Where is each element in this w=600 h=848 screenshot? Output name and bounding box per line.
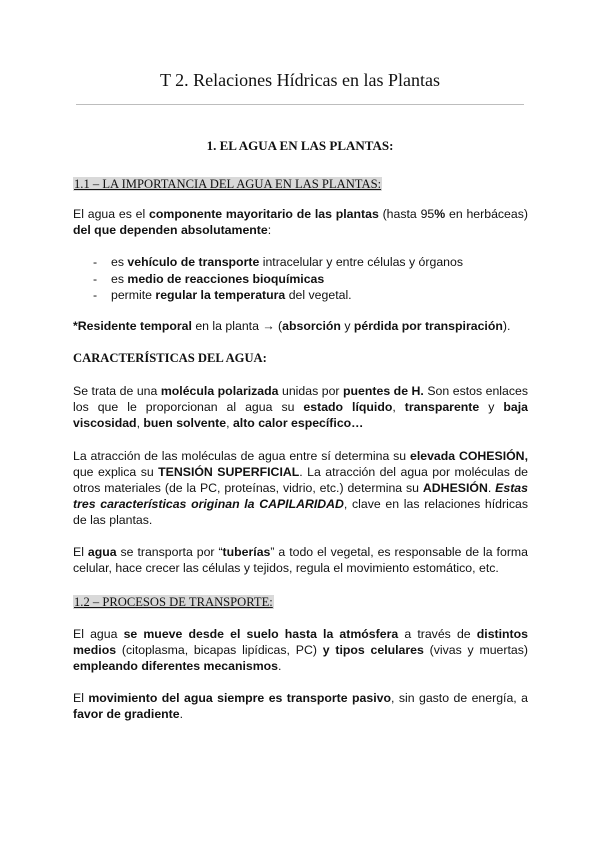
water-roles-list <box>93 254 523 304</box>
characteristics-heading: CARACTERÍSTICAS DEL AGUA: <box>73 351 267 365</box>
paragraph-resident: *Residente temporal en la planta → (absorción y pérdida por transpiración). <box>73 319 511 333</box>
paragraph-importance: El agua es el componente mayoritario de las plantas (hasta 95% en herbáceas) del que dependen absolutamente: <box>73 207 528 237</box>
page-title: T 2. Relaciones Hídricas en las Plantas <box>159 70 441 90</box>
paragraph-cohesion: La atracción de las moléculas de agua entre sí determina su elevada COHESIÓN, que explica su TENSIÓN SUPERFICIAL. La atracción del agua por moléculas de otros materiales (de la PC, proteínas, vidrio, etc.) determina su ADHESIÓN. Estas tres características originan la CAPILARIDAD, clave en las relaciones hídricas de las plantas. <box>73 449 529 527</box>
paragraph-passive-transport: El movimiento del agua siempre es transporte pasivo, sin gasto de energía, a favor de gradiente. <box>73 691 528 721</box>
section-heading: 1. EL AGUA EN LAS PLANTAS: <box>206 138 394 153</box>
list-item: - es vehículo de transporte intracelular y entre células y órganos <box>93 254 523 271</box>
list-item: - permite regular la temperatura del vegetal. <box>93 287 523 304</box>
title-divider <box>76 104 524 105</box>
list-item: - es medio de reacciones bioquímicas <box>93 271 523 288</box>
subsection-1-2-text: 1.2 – PROCESOS DE TRANSPORTE: <box>74 595 273 609</box>
subsection-heading-1-2 <box>73 593 274 611</box>
paragraph-polar-molecule: Se trata de una molécula polarizada unidas por puentes de H. Son estos enlaces los que le proporcionan al agua su estado líquido, transparente y baja viscosidad, buen solvente, alto calor específico… <box>73 384 529 430</box>
subsection-heading-1-1 <box>73 175 382 193</box>
subsection-1-1-text: 1.1 – LA IMPORTANCIA DEL AGUA EN LAS PLANTAS: <box>74 177 382 191</box>
paragraph-transport: El agua se transporta por “tuberías” a todo el vegetal, es responsable de la forma celular, hace crecer las células y tejidos, regula el movimiento estomático, etc. <box>73 545 528 575</box>
paragraph-movement: El agua se mueve desde el suelo hasta la atmósfera a través de distintos medios (citoplasma, bicapas lipídicas, PC) y tipos celulares (vivas y muertas) empleando diferentes mecanismos. <box>73 627 529 673</box>
